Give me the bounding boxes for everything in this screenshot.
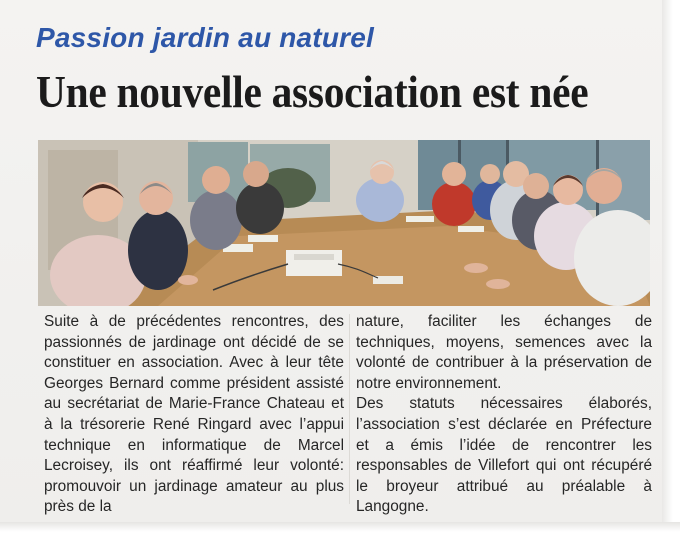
group-meeting-photo <box>38 140 650 306</box>
article-headline: Une nouvelle association est née <box>36 67 589 117</box>
article-paragraph: Des statuts nécessaires élaborés, l’association s’est déclarée en Préfecture et a émis l’idée de rencontrer les responsables de Villefort qui ont récupéré le broyeur attribué au préalable à Langogne. <box>356 395 652 516</box>
article-kicker: Passion jardin au naturel <box>36 22 374 53</box>
article-column-right <box>356 312 652 518</box>
article-column-left <box>44 312 344 518</box>
scan-edge-bottom <box>0 522 680 534</box>
article-paragraph: nature, faciliter les échanges de techniques, moyens, semences avec la volonté de contribuer à la préservation de notre environnement. <box>356 313 652 392</box>
column-divider <box>349 314 350 504</box>
article-paragraph: Suite à de précédentes rencontres, des passionnés de jardinage ont décidé de se constituer en association. Avec à leur tête Georges Bernard comme président assisté au secrétariat de Marie-France Chateau et à la trésorerie René Ringard avec l’appui technique en informatique de Marcel Lecroisey, ils ont réaffirmé leur volonté: promouvoir un jardinage amateur au plus près de la <box>44 313 344 516</box>
article-photo <box>38 140 650 306</box>
scan-edge-right <box>662 0 680 534</box>
